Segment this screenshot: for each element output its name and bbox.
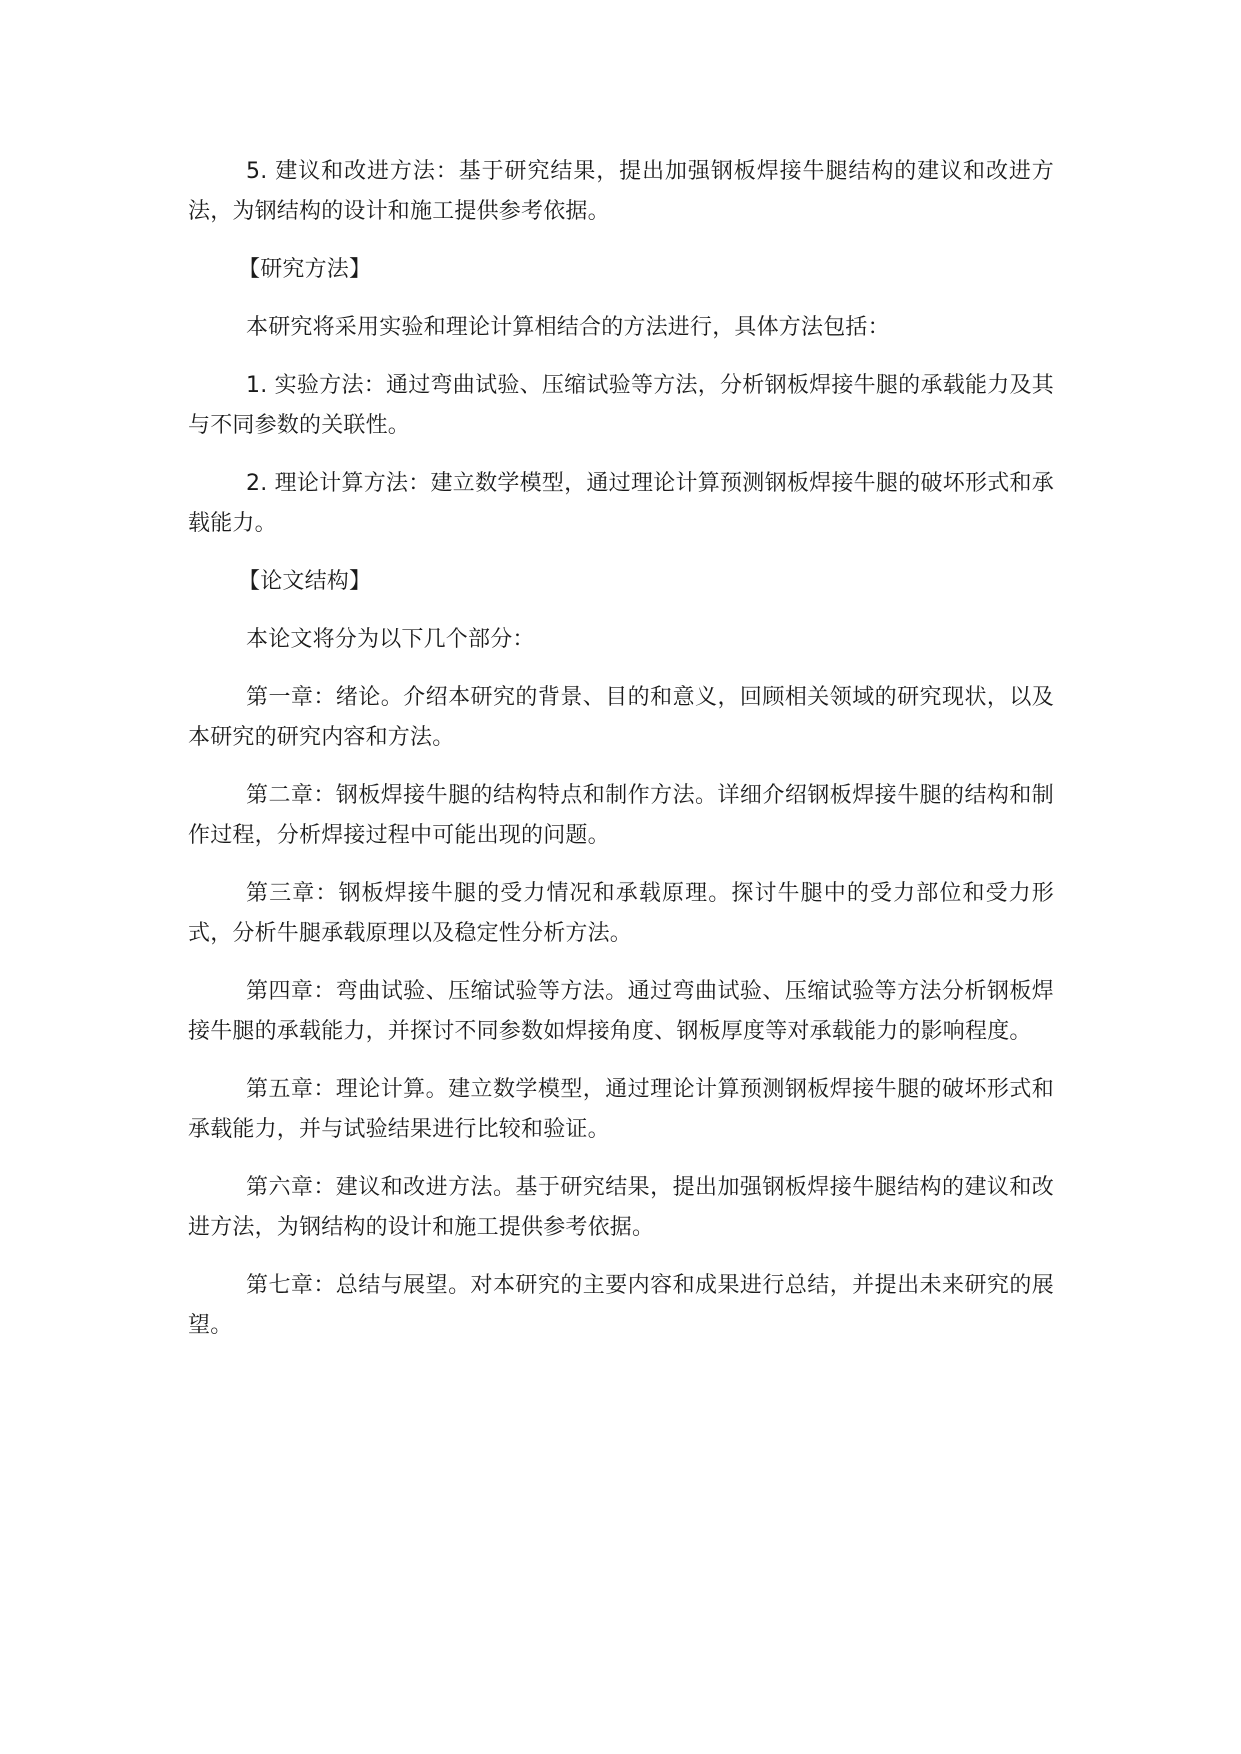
paragraph-structure-intro: 本论文将分为以下几个部分： bbox=[246, 627, 535, 652]
paragraph-chapter-2: 第二章：钢板焊接牛腿的结构特点和制作方法。详细介绍钢板焊接牛腿的结构和制作过程，分析焊接过程中可能出现的问题。 bbox=[188, 783, 1054, 848]
paragraph-theoretical-method: 2. 理论计算方法：建立数学模型，通过理论计算预测钢板焊接牛腿的破坏形式和承载能力。 bbox=[188, 471, 1054, 536]
paragraph-chapter-4: 第四章：弯曲试验、压缩试验等方法。通过弯曲试验、压缩试验等方法分析钢板焊接牛腿的承载能力，并探讨不同参数如焊接角度、钢板厚度等对承载能力的影响程度。 bbox=[188, 979, 1054, 1044]
section-heading-thesis-structure: 【论文结构】 bbox=[238, 569, 372, 594]
paragraph-methods-intro: 本研究将采用实验和理论计算相结合的方法进行，具体方法包括： bbox=[246, 315, 890, 340]
paragraph-recommendations: 5. 建议和改进方法：基于研究结果，提出加强钢板焊接牛腿结构的建议和改进方法，为钢结构的设计和施工提供参考依据。 bbox=[188, 159, 1054, 224]
paragraph-experimental-method: 1. 实验方法：通过弯曲试验、压缩试验等方法，分析钢板焊接牛腿的承载能力及其与不同参数的关联性。 bbox=[188, 373, 1054, 438]
paragraph-chapter-1: 第一章：绪论。介绍本研究的背景、目的和意义，回顾相关领域的研究现状，以及本研究的研究内容和方法。 bbox=[188, 685, 1054, 750]
paragraph-chapter-6: 第六章：建议和改进方法。基于研究结果，提出加强钢板焊接牛腿结构的建议和改进方法，为钢结构的设计和施工提供参考依据。 bbox=[188, 1175, 1054, 1240]
section-heading-research-methods: 【研究方法】 bbox=[238, 257, 372, 282]
paragraph-chapter-7: 第七章：总结与展望。对本研究的主要内容和成果进行总结，并提出未来研究的展望。 bbox=[188, 1273, 1054, 1338]
paragraph-chapter-5: 第五章：理论计算。建立数学模型，通过理论计算预测钢板焊接牛腿的破坏形式和承载能力，并与试验结果进行比较和验证。 bbox=[188, 1077, 1054, 1142]
document-body bbox=[188, 152, 1054, 1364]
paragraph-chapter-3: 第三章：钢板焊接牛腿的受力情况和承载原理。探讨牛腿中的受力部位和受力形式，分析牛腿承载原理以及稳定性分析方法。 bbox=[188, 881, 1054, 946]
